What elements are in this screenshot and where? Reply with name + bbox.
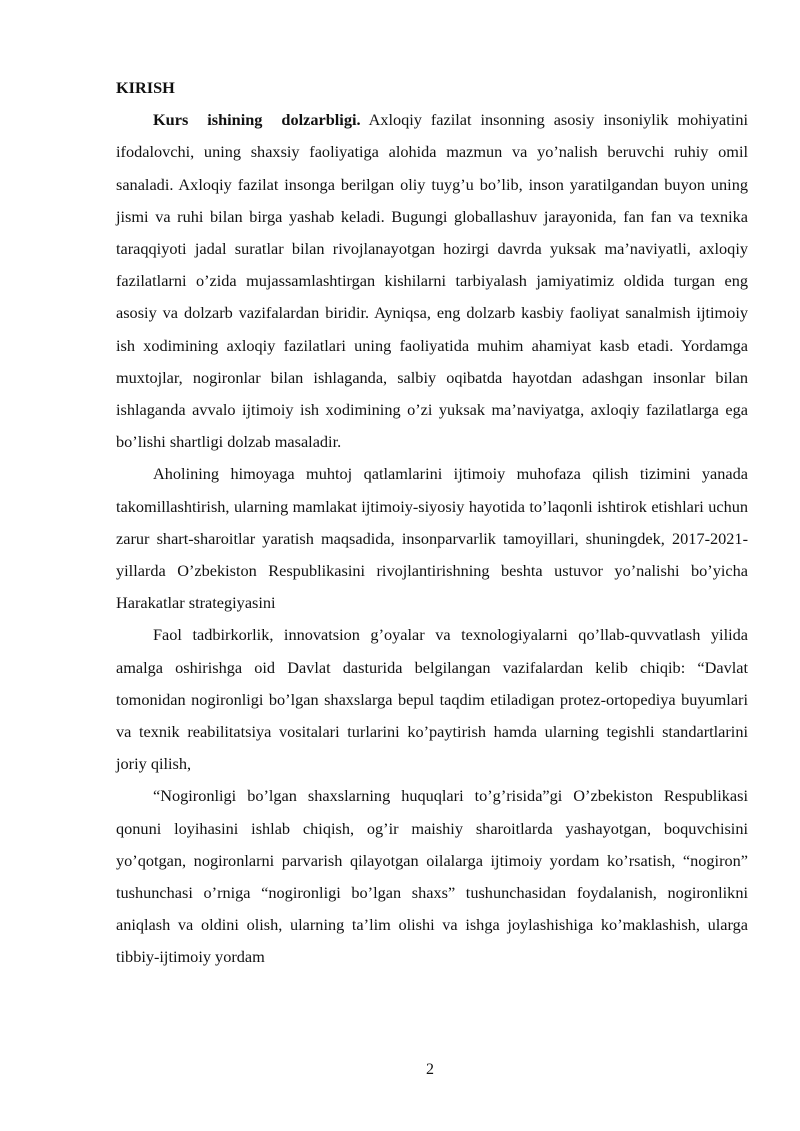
- paragraph-text: Faol tadbirkorlik, innovatsion g’oyalar va texnologiyalarni qo’llab-quvvatlash yilida amalga oshirishga oid Davlat dasturida belgilangan vazifalardan kelib chiqib: “Davlat tomonidan nogironligi bo’lgan shaxslarga bepul taqdim etiladigan protez-ortopediya buyumlari va texnik reabilitatsiya vositalari turlarini ko’paytirish hamda ularning tegishli standartlarini joriy qilish,: [116, 625, 748, 774]
- paragraph-text: Axloqiy fazilat insonning asosiy insoniylik mohiyatini ifodalovchi, uning shaxsiy faoliyatiga alohida mazmun va yo’nalish beruvchi ruhiy omil sanaladi. Axloqiy fazilat insonga berilgan oliy tuyg’u bo’lib, inson yaratilgandan buyon uning jismi va ruhi bilan birga yashab keladi. Bugungi globallashuv jarayonida, fan fan va texnika taraqqiyoti jadal suratlar bilan rivojlanayotgan hozirgi davrda yuksak ma’naviyatli, axloqiy fazilatlarni o’zida mujassamlashtirgan kishilarni tarbiyalash jamiyatimiz oldida turgan eng asosiy va dolzarb vazifalardan biridir. Ayniqsa, eng dolzarb kasbiy faoliyat sanalmish ijtimoiy ish xodimining axloqiy fazilatlari uning faoliyatida muhim ahamiyat kasb etadi. Yordamga muxtojlar, nogironlar bilan ishlaganda, salbiy oqibatda hayotdan adashgan insonlar bilan ishlaganda avvalo ijtimoiy ish xodimining o’zi yuksak ma’naviyatga, axloqiy fazilatlarga ega bo’lishi shartligi dolzab masaladir.: [116, 110, 748, 452]
- text-block: [116, 72, 748, 974]
- page-number: 2: [426, 1061, 434, 1078]
- paragraph: [116, 104, 748, 458]
- section-heading: KIRISH: [116, 78, 175, 97]
- paragraph-text: Aholining himoyaga muhtoj qatlamlarini ijtimoiy muhofaza qilish tizimini yanada takomillashtirish, ularning mamlakat ijtimoiy-siyosiy hayotida to’laqonli ishtirok etishlari uchun zarur shart-sharoitlar yaratish maqsadida, insonparvarlik tamoyillari, shuningdek, 2017-2021-yillarda O’zbekiston Respublikasini rivojlantirishning beshta ustuvor yo’nalishi bo’yicha Harakatlar strategiyasini: [116, 464, 748, 613]
- paragraph: [116, 780, 748, 973]
- paragraph: [116, 619, 748, 780]
- paragraph: [116, 458, 748, 619]
- paragraph-lead: Kurs ishining dolzarbligi.: [153, 110, 361, 130]
- paragraph-text: “Nogironligi bo’lgan shaxslarning huquqlari to’g’risida”gi O’zbekiston Respublikasi qonuni loyihasini ishlab chiqish, og’ir maishiy sharoitlarda yashayotgan, boquvchisini yo’qotgan, nogironlarni parvarish qilayotgan oilalarga ijtimoiy yordam ko’rsatish, “nogiron” tushunchasi o’rniga “nogironligi bo’lgan shaxs” tushunchasidan foydalanish, nogironlikni aniqlash va oldini olish, ularning ta’lim olishi va ishga joylashishiga ko’maklashish, ularga tibbiy-ijtimoiy yordam: [116, 786, 748, 967]
